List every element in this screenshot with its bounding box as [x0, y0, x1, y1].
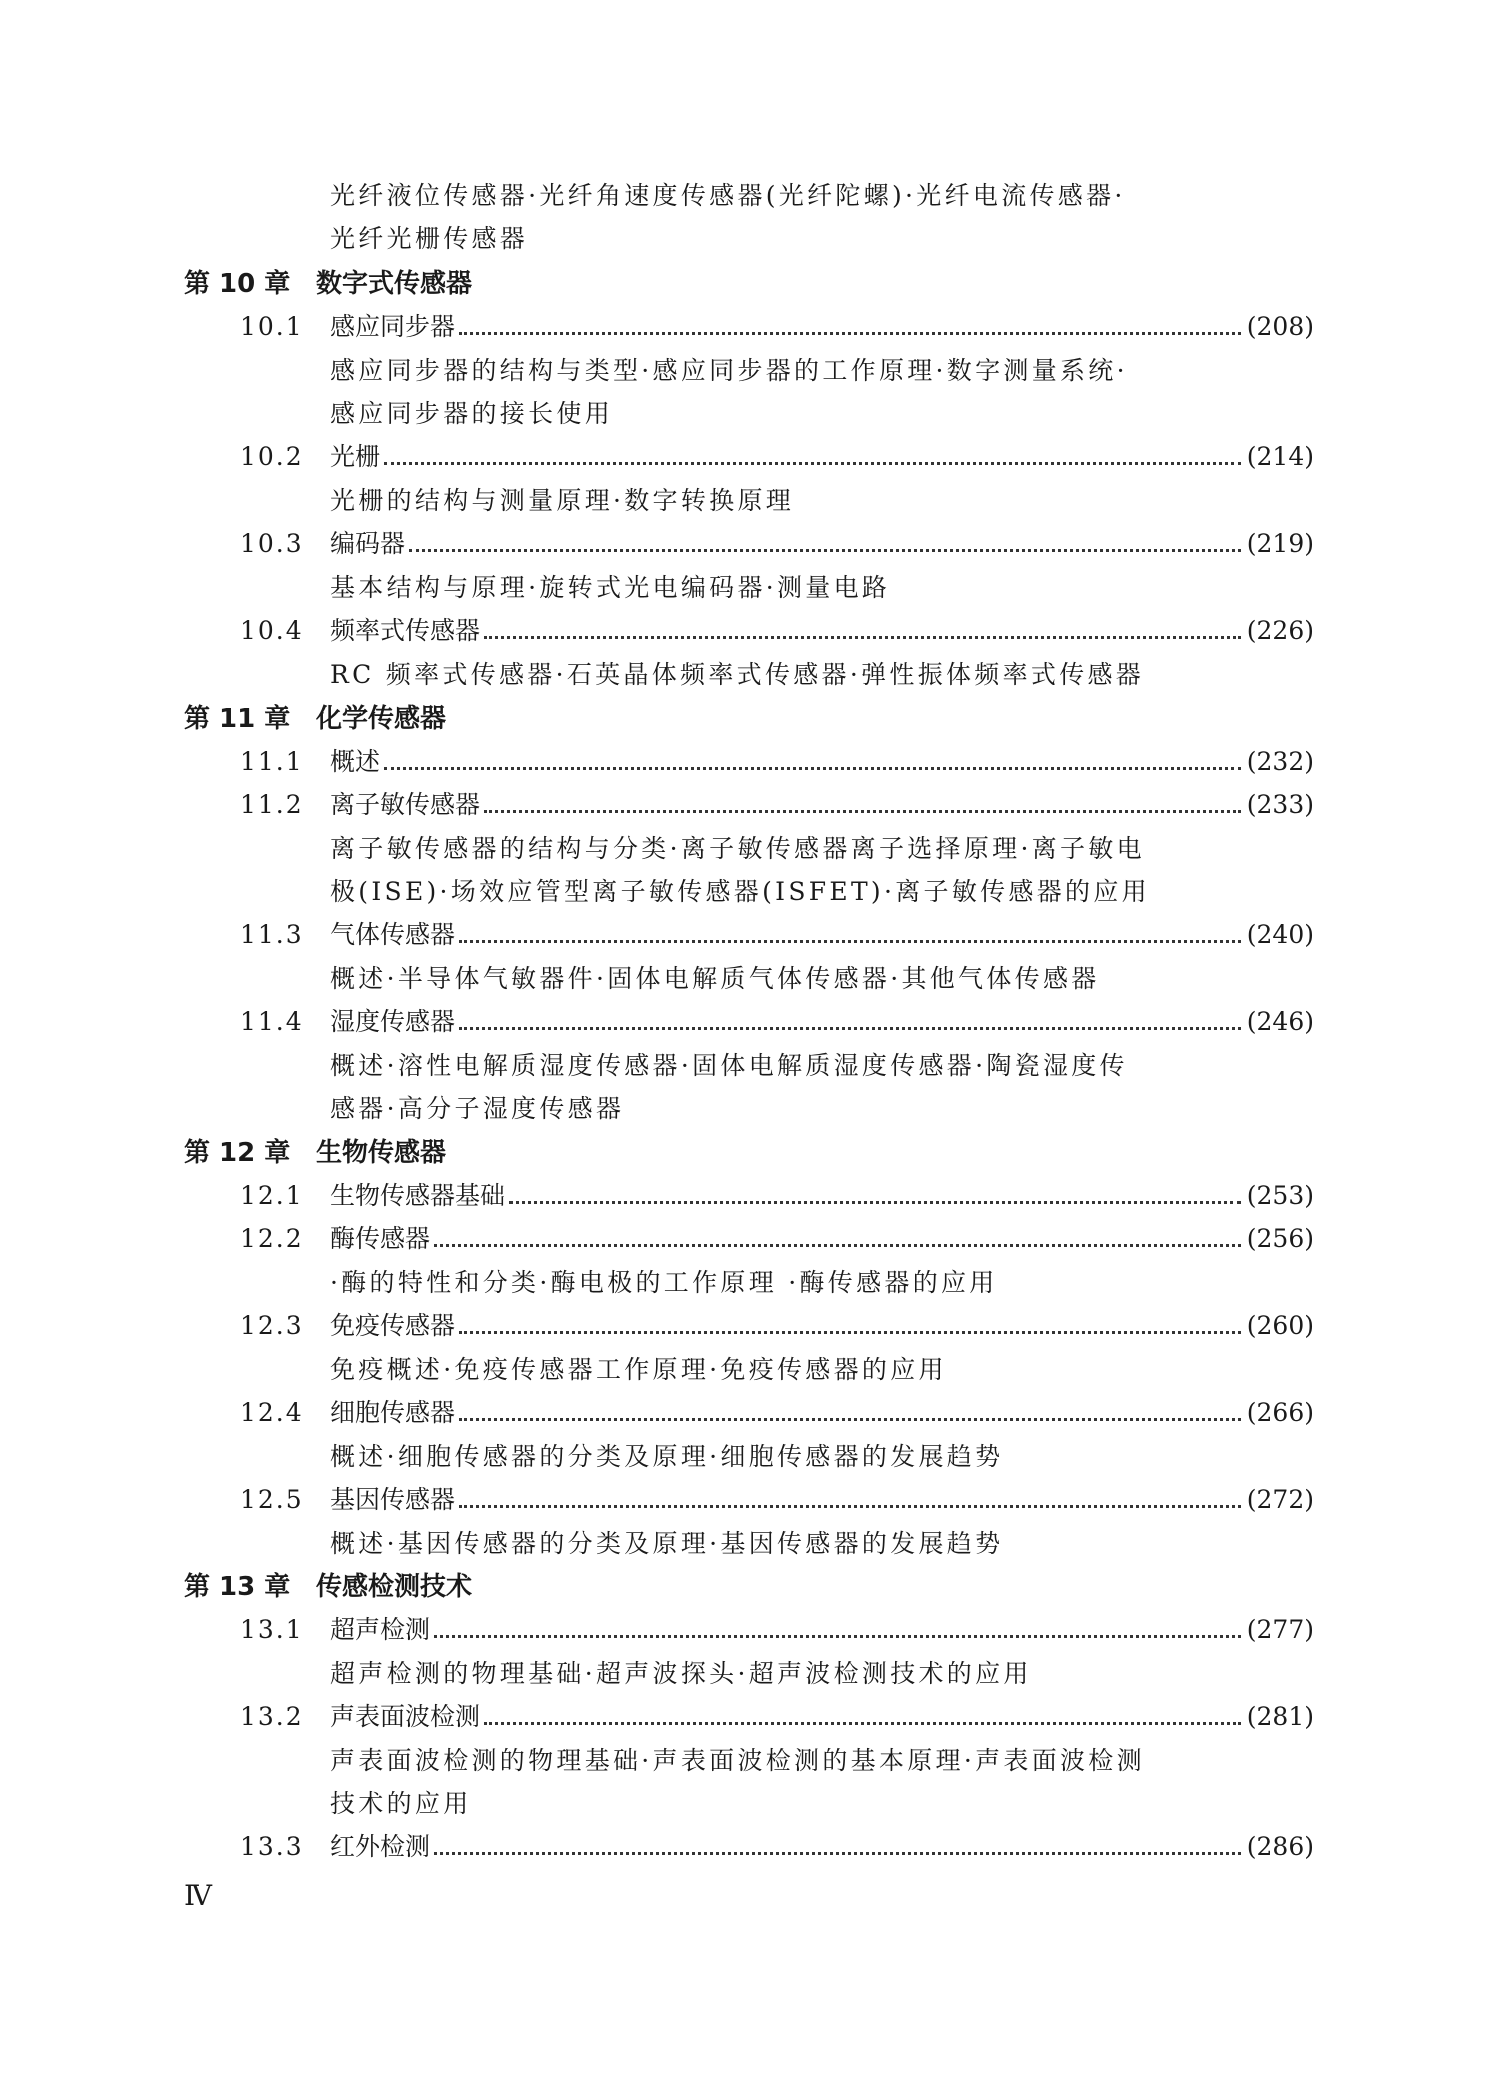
section-title: 离子敏传感器 [330, 790, 481, 819]
section-title: 声表面波检测 [330, 1702, 481, 1731]
section-page: (281) [1246, 1702, 1314, 1731]
dot-leader [384, 461, 1241, 465]
section-page: (266) [1246, 1398, 1314, 1427]
section-description: 免疫概述·免疫传感器工作原理·免疫传感器的应用 [330, 1355, 947, 1384]
toc-section[interactable] [240, 1397, 1314, 1429]
section-number: 12.3 [240, 1311, 304, 1340]
section-title: 光栅 [330, 442, 381, 471]
dot-leader [384, 766, 1241, 770]
section-number: 13.2 [240, 1702, 304, 1731]
section-page: (260) [1246, 1311, 1314, 1340]
section-number: 12.4 [240, 1398, 304, 1427]
section-title: 生物传感器基础 [330, 1181, 506, 1210]
section-description: 概述·细胞传感器的分类及原理·细胞传感器的发展趋势 [330, 1442, 1004, 1471]
section-number: 11.1 [240, 747, 304, 776]
section-number: 13.1 [240, 1615, 304, 1644]
chapter-title: 数字式传感器 [316, 269, 473, 299]
section-page: (219) [1246, 529, 1314, 558]
toc-section[interactable] [240, 789, 1314, 821]
section-description: RC 频率式传感器·石英晶体频率式传感器·弹性振体频率式传感器 [330, 660, 1145, 689]
section-title: 气体传感器 [330, 920, 456, 949]
dot-leader [459, 939, 1241, 943]
section-number: 11.2 [240, 790, 304, 819]
section-page: (286) [1246, 1832, 1314, 1861]
dot-leader [484, 1721, 1241, 1725]
section-page: (253) [1246, 1181, 1314, 1210]
toc-section[interactable] [240, 311, 1314, 343]
chapter-heading [184, 1137, 446, 1169]
section-description: 极(ISE)·场效应管型离子敏传感器(ISFET)·离子敏传感器的应用 [330, 877, 1150, 906]
toc-section[interactable] [240, 1310, 1314, 1342]
section-title: 超声检测 [330, 1615, 431, 1644]
dot-leader [434, 1243, 1241, 1247]
chapter-title: 生物传感器 [316, 1138, 447, 1168]
section-title: 基因传感器 [330, 1485, 456, 1514]
section-page: (277) [1246, 1615, 1314, 1644]
section-description: 超声检测的物理基础·超声波探头·超声波检测技术的应用 [330, 1659, 1032, 1688]
dot-leader [434, 1634, 1241, 1638]
toc-section[interactable] [240, 1701, 1314, 1733]
section-title: 频率式传感器 [330, 616, 481, 645]
dot-leader [484, 809, 1241, 813]
chapter-number: 第 12 章 [184, 1138, 291, 1168]
chapter-number: 第 11 章 [184, 704, 291, 734]
section-page: (272) [1246, 1485, 1314, 1514]
section-title: 红外检测 [330, 1832, 431, 1861]
toc-section[interactable] [240, 1006, 1314, 1038]
toc-section[interactable] [240, 615, 1314, 647]
section-number: 10.4 [240, 616, 304, 645]
section-description: ·酶的特性和分类·酶电极的工作原理 ·酶传感器的应用 [330, 1268, 998, 1297]
section-title: 免疫传感器 [330, 1311, 456, 1340]
section-page: (233) [1246, 790, 1314, 819]
section-number: 12.2 [240, 1224, 304, 1253]
section-description: 离子敏传感器的结构与分类·离子敏传感器离子选择原理·离子敏电 [330, 834, 1145, 863]
section-number: 13.3 [240, 1832, 304, 1861]
dot-leader [459, 1417, 1241, 1421]
section-page: (256) [1246, 1224, 1314, 1253]
intro-line: 光纤液位传感器·光纤角速度传感器(光纤陀螺)·光纤电流传感器· [330, 181, 1126, 210]
dot-leader [409, 548, 1241, 552]
section-description: 概述·半导体气敏器件·固体电解质气体传感器·其他气体传感器 [330, 964, 1100, 993]
chapter-title: 传感检测技术 [316, 1572, 473, 1602]
dot-leader [459, 1504, 1241, 1508]
toc-section[interactable] [240, 746, 1314, 778]
toc-section[interactable] [240, 1223, 1314, 1255]
section-page: (214) [1246, 442, 1314, 471]
section-description: 光栅的结构与测量原理·数字转换原理 [330, 486, 795, 515]
chapter-heading [184, 268, 472, 300]
section-page: (232) [1246, 747, 1314, 776]
section-number: 12.5 [240, 1485, 304, 1514]
section-description: 基本结构与原理·旋转式光电编码器·测量电路 [330, 573, 891, 602]
section-number: 11.4 [240, 1007, 304, 1036]
chapter-number: 第 13 章 [184, 1572, 291, 1602]
chapter-number: 第 10 章 [184, 269, 291, 299]
section-page: (208) [1246, 312, 1314, 341]
section-description: 技术的应用 [330, 1789, 472, 1818]
section-page: (226) [1246, 616, 1314, 645]
chapter-heading [184, 1571, 472, 1603]
section-description: 概述·溶性电解质湿度传感器·固体电解质湿度传感器·陶瓷湿度传 [330, 1051, 1128, 1080]
toc-section[interactable] [240, 1831, 1314, 1863]
section-description: 感应同步器的结构与类型·感应同步器的工作原理·数字测量系统· [330, 356, 1128, 385]
chapter-title: 化学传感器 [316, 704, 447, 734]
page-number: Ⅳ [184, 1879, 212, 1912]
dot-leader [459, 331, 1241, 335]
dot-leader [484, 635, 1241, 639]
section-number: 12.1 [240, 1181, 304, 1210]
toc-section[interactable] [240, 441, 1314, 473]
section-title: 感应同步器 [330, 312, 456, 341]
section-description: 概述·基因传感器的分类及原理·基因传感器的发展趋势 [330, 1529, 1004, 1558]
dot-leader [434, 1851, 1241, 1855]
section-number: 11.3 [240, 920, 304, 949]
section-page: (240) [1246, 920, 1314, 949]
dot-leader [509, 1200, 1241, 1204]
toc-section[interactable] [240, 1484, 1314, 1516]
dot-leader [459, 1026, 1241, 1030]
section-description: 感应同步器的接长使用 [330, 399, 614, 428]
toc-section[interactable] [240, 1180, 1314, 1212]
section-title: 酶传感器 [330, 1224, 431, 1253]
section-title: 湿度传感器 [330, 1007, 456, 1036]
section-title: 编码器 [330, 529, 406, 558]
section-description: 感器·高分子湿度传感器 [330, 1094, 625, 1123]
section-title: 概述 [330, 747, 381, 776]
toc-section[interactable] [240, 528, 1314, 560]
section-number: 10.2 [240, 442, 304, 471]
toc-section[interactable] [240, 919, 1314, 951]
section-number: 10.1 [240, 312, 304, 341]
section-number: 10.3 [240, 529, 304, 558]
section-title: 细胞传感器 [330, 1398, 456, 1427]
dot-leader [459, 1330, 1241, 1334]
chapter-heading [184, 703, 446, 735]
intro-line: 光纤光栅传感器 [330, 224, 529, 253]
section-description: 声表面波检测的物理基础·声表面波检测的基本原理·声表面波检测 [330, 1746, 1145, 1775]
toc-section[interactable] [240, 1614, 1314, 1646]
section-page: (246) [1246, 1007, 1314, 1036]
